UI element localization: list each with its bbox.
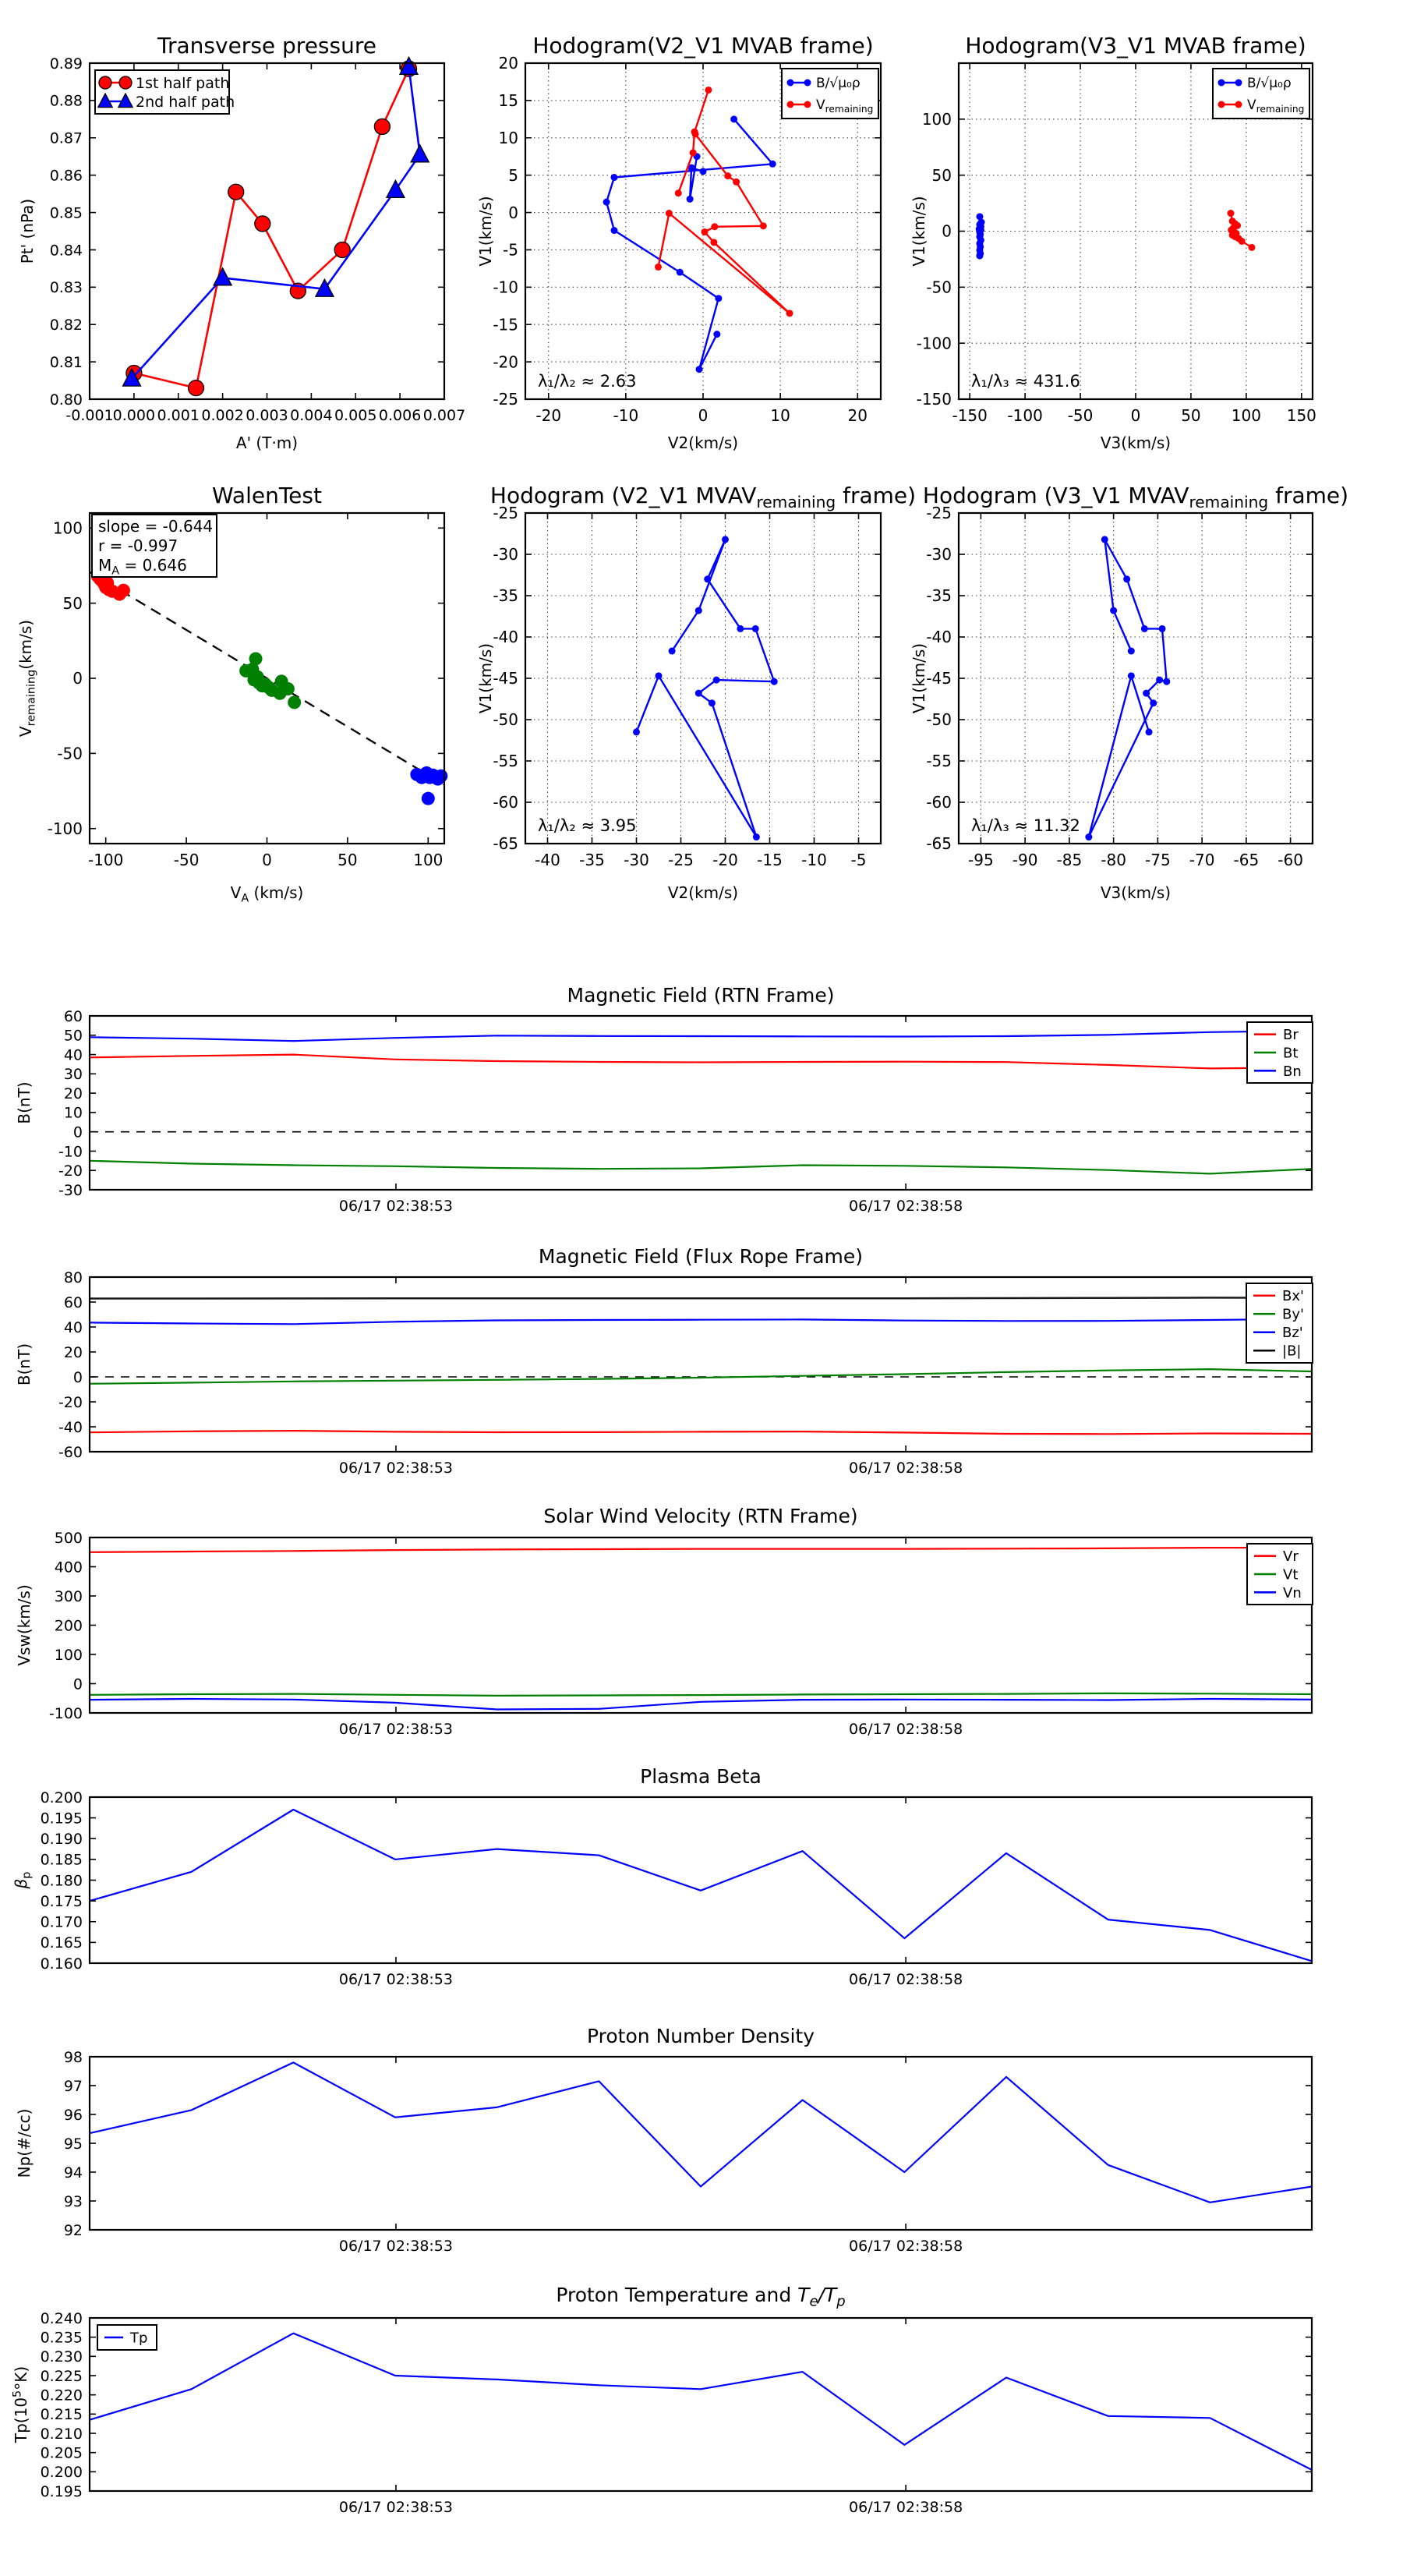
svg-text:-55: -55 <box>926 752 952 771</box>
svg-text:0.003: 0.003 <box>246 407 288 424</box>
svg-text:-10: -10 <box>801 851 827 869</box>
svg-text:-50: -50 <box>1067 406 1094 425</box>
svg-text:-50: -50 <box>493 710 518 730</box>
svg-text:Pt' (nPa): Pt' (nPa) <box>18 198 37 264</box>
svg-text:-30: -30 <box>624 851 649 869</box>
svg-text:5: 5 <box>508 165 518 185</box>
svg-text:06/17 02:38:53: 06/17 02:38:53 <box>338 2238 454 2255</box>
chart-walen-test <box>16 483 447 904</box>
svg-text:0.88: 0.88 <box>49 92 83 110</box>
svg-text:0.85: 0.85 <box>49 204 83 222</box>
svg-text:0.81: 0.81 <box>49 353 83 371</box>
svg-text:-90: -90 <box>1012 851 1038 869</box>
svg-text:-50: -50 <box>926 710 952 730</box>
svg-text:0.175: 0.175 <box>40 1892 83 1910</box>
svg-text:Vremaining: $V_{remaining}$ <box>816 97 874 115</box>
svg-text:Bz': Bz' <box>1282 1325 1303 1342</box>
svg-text:150: 150 <box>1286 406 1316 425</box>
svg-text:-60: -60 <box>58 1443 83 1461</box>
svg-text:Plasma Beta: Plasma Beta <box>640 1765 762 1788</box>
svg-text:Vr: Vr <box>1283 1548 1299 1566</box>
svg-text:-80: -80 <box>1101 851 1126 869</box>
svg-text:80: 80 <box>63 1269 83 1286</box>
svg-text:0: 0 <box>72 1675 83 1693</box>
svg-text:06/17 02:38:53: 06/17 02:38:53 <box>338 1198 454 1215</box>
svg-text:0.001: 0.001 <box>157 407 200 424</box>
svg-text:Tp(105°K): $Tp(10^5^\circ K)$ <box>11 2365 30 2443</box>
svg-text:0: 0 <box>942 221 952 241</box>
svg-text:-95: -95 <box>968 851 994 869</box>
svg-text:92: 92 <box>63 2221 83 2239</box>
svg-text:0.195: 0.195 <box>40 2482 83 2500</box>
svg-text:0.83: 0.83 <box>49 279 83 297</box>
svg-text:400: 400 <box>54 1559 83 1576</box>
svg-text:V2(km/s): V2(km/s) <box>667 433 739 452</box>
svg-text:Hodogram (V2_V1 MVAVremaining: Hodogram (V2_V1 $MVAV_{remaining}$ frame) <box>489 483 917 512</box>
svg-text:98: 98 <box>63 2048 83 2066</box>
svg-text:2nd half path: 2nd half path <box>136 93 235 111</box>
svg-text:Proton Temperature and Te/Tp: Proton Temperature and $T_e/T_p$ <box>556 2284 846 2310</box>
svg-text:-60: -60 <box>493 793 518 812</box>
svg-text:20: 20 <box>847 406 868 425</box>
svg-text:-25: -25 <box>668 851 694 869</box>
svg-text:0.006: 0.006 <box>378 407 422 424</box>
svg-text:0.235: 0.235 <box>40 2329 83 2347</box>
svg-text:0.87: 0.87 <box>49 129 83 147</box>
svg-text:-100: -100 <box>47 819 83 838</box>
svg-text:06/17 02:38:53: 06/17 02:38:53 <box>338 1460 454 1477</box>
svg-text:0.215: 0.215 <box>40 2406 83 2424</box>
svg-text:0.160: 0.160 <box>40 1955 83 1973</box>
svg-text:Vremaining: $V_{remaining}$ <box>1247 97 1305 115</box>
svg-text:Vn: Vn <box>1283 1584 1302 1601</box>
svg-text:Hodogram(V3_V1 MVAB frame): Hodogram(V3_V1 MVAB frame) <box>965 33 1306 58</box>
svg-text:-25: -25 <box>926 504 952 523</box>
svg-text:V1(km/s): V1(km/s) <box>476 196 495 267</box>
svg-text:94: 94 <box>63 2164 83 2181</box>
svg-text:V3(km/s): V3(km/s) <box>1100 883 1172 902</box>
svg-text:93: 93 <box>63 2192 83 2210</box>
svg-text:-100: -100 <box>87 851 124 869</box>
svg-text:15: 15 <box>498 91 518 111</box>
svg-text:-35: -35 <box>926 586 952 606</box>
svg-text:-30: -30 <box>926 545 952 564</box>
svg-text:0.86: 0.86 <box>49 167 83 185</box>
svg-text:-40: -40 <box>58 1418 83 1436</box>
svg-text:Np(#/cc): Np(#/cc) <box>15 2108 34 2178</box>
svg-text:-55: -55 <box>493 752 518 771</box>
svg-text:Bt: Bt <box>1283 1045 1299 1062</box>
svg-text:0.205: 0.205 <box>40 2444 83 2462</box>
svg-text:0.200: 0.200 <box>40 1789 83 1806</box>
svg-text:λ₁/λ₃ ≈ 431.6: λ₁/λ₃ ≈ 431.6 <box>971 372 1080 391</box>
svg-text:0.007: 0.007 <box>422 407 466 424</box>
svg-text:06/17 02:38:53: 06/17 02:38:53 <box>338 1971 454 1988</box>
svg-text:-30: -30 <box>493 545 518 564</box>
svg-text:Bn: Bn <box>1283 1063 1302 1080</box>
svg-text:100: 100 <box>413 851 444 869</box>
svg-text:λ₁/λ₂ ≈ 2.63: λ₁/λ₂ ≈ 2.63 <box>538 372 637 391</box>
svg-text:20: 20 <box>498 54 518 73</box>
svg-text:100: 100 <box>921 110 952 129</box>
svg-text:V3(km/s): V3(km/s) <box>1100 433 1172 452</box>
svg-text:Magnetic Field (RTN Frame): Magnetic Field (RTN Frame) <box>567 984 835 1007</box>
svg-text:-40: -40 <box>535 851 560 869</box>
svg-text:B/√μ₀ρ: B/√μ₀ρ <box>816 76 861 92</box>
svg-text:B/√μ₀ρ: B/√μ₀ρ <box>1247 76 1292 92</box>
svg-text:0.225: 0.225 <box>40 2367 83 2385</box>
svg-text:-35: -35 <box>579 851 605 869</box>
svg-text:-20: -20 <box>535 406 562 425</box>
svg-text:06/17 02:38:53: 06/17 02:38:53 <box>338 2499 454 2516</box>
svg-text:slope = -0.644: slope = -0.644 <box>98 517 214 536</box>
svg-text:60: 60 <box>63 1293 83 1311</box>
svg-text:-15: -15 <box>493 315 518 334</box>
svg-text:r = -0.997: r = -0.997 <box>98 536 178 555</box>
svg-text:Br: Br <box>1283 1027 1299 1044</box>
svg-text:-0.001: -0.001 <box>65 407 114 424</box>
chart-magnetic-field-rtn <box>15 984 1313 1215</box>
svg-text:1st half path: 1st half path <box>136 74 230 92</box>
svg-text:-5: -5 <box>503 240 518 260</box>
svg-text:B(nT): B(nT) <box>15 1081 34 1124</box>
svg-text:-100: -100 <box>48 1704 83 1722</box>
svg-text:Vt: Vt <box>1283 1566 1299 1583</box>
svg-text:0.220: 0.220 <box>40 2387 83 2404</box>
svg-text:-25: -25 <box>493 504 518 523</box>
svg-text:0.210: 0.210 <box>40 2425 83 2443</box>
svg-text:V1(km/s): V1(km/s) <box>910 642 928 714</box>
chart-hodogram-v3v1-mvav <box>910 483 1348 902</box>
svg-text:βp: $\beta_p$ <box>12 1871 34 1889</box>
svg-text:0.230: 0.230 <box>40 2348 83 2366</box>
svg-text:0: 0 <box>262 851 272 869</box>
svg-text:-85: -85 <box>1056 851 1083 869</box>
svg-text:Transverse pressure: Transverse pressure <box>157 33 376 58</box>
svg-text:20: 20 <box>63 1085 83 1102</box>
svg-text:|B|: |B| <box>1282 1343 1302 1360</box>
svg-text:-50: -50 <box>173 851 200 869</box>
svg-text:300: 300 <box>54 1587 83 1605</box>
chart-solar-wind-velocity-rtn <box>15 1505 1313 1738</box>
svg-text:40: 40 <box>63 1318 83 1336</box>
svg-text:100: 100 <box>54 1646 83 1664</box>
svg-text:B(nT): B(nT) <box>15 1343 34 1386</box>
svg-text:-70: -70 <box>1189 851 1215 869</box>
svg-text:-5: -5 <box>850 851 867 869</box>
svg-text:40: 40 <box>63 1046 83 1064</box>
svg-text:0: 0 <box>508 203 518 222</box>
svg-text:-65: -65 <box>926 834 952 854</box>
svg-text:V1(km/s): V1(km/s) <box>910 196 928 267</box>
svg-text:-65: -65 <box>1233 851 1260 869</box>
svg-text:Solar Wind Velocity (RTN Frame: Solar Wind Velocity (RTN Frame) <box>543 1505 858 1527</box>
svg-text:0.80: 0.80 <box>49 391 83 409</box>
svg-text:0.89: 0.89 <box>49 55 83 73</box>
svg-text:-60: -60 <box>1278 851 1303 869</box>
svg-text:Hodogram (V3_V1 MVAVremaining: Hodogram (V3_V1 $MVAV_{remaining}$ frame) <box>922 483 1349 512</box>
svg-text:96: 96 <box>63 2106 83 2124</box>
svg-text:-45: -45 <box>926 669 952 688</box>
svg-text:60: 60 <box>63 1007 83 1025</box>
svg-text:-50: -50 <box>57 744 83 763</box>
svg-text:0: 0 <box>72 669 83 688</box>
svg-text:0.240: 0.240 <box>40 2309 83 2327</box>
svg-text:Bx': Bx' <box>1282 1288 1304 1305</box>
svg-text:λ₁/λ₃ ≈ 11.32: λ₁/λ₃ ≈ 11.32 <box>971 816 1080 835</box>
svg-text:50: 50 <box>337 851 358 869</box>
svg-text:0.195: 0.195 <box>40 1810 83 1828</box>
svg-text:0.165: 0.165 <box>40 1934 83 1952</box>
svg-text:0.82: 0.82 <box>49 317 83 334</box>
svg-text:20: 20 <box>63 1343 83 1361</box>
svg-text:-65: -65 <box>493 834 518 854</box>
svg-text:-10: -10 <box>613 406 639 425</box>
svg-text:λ₁/λ₂ ≈ 3.95: λ₁/λ₂ ≈ 3.95 <box>538 816 637 835</box>
svg-text:0.190: 0.190 <box>40 1831 83 1849</box>
svg-text:50: 50 <box>62 593 83 613</box>
svg-text:06/17 02:38:58: 06/17 02:38:58 <box>849 2499 963 2516</box>
svg-text:WalenTest: WalenTest <box>212 483 322 508</box>
svg-text:50: 50 <box>1181 406 1201 425</box>
svg-text:-60: -60 <box>926 793 952 812</box>
svg-text:-20: -20 <box>712 851 738 869</box>
svg-text:0.002: 0.002 <box>201 407 244 424</box>
chart-proton-number-density <box>15 2025 1312 2255</box>
svg-text:97: 97 <box>63 2077 83 2095</box>
svg-text:V1(km/s): V1(km/s) <box>476 642 495 714</box>
svg-text:V2(km/s): V2(km/s) <box>667 883 739 902</box>
svg-text:10: 10 <box>770 406 790 425</box>
svg-text:Tp: Tp <box>130 2330 148 2347</box>
svg-text:Vremaining(km/s): $V_{remaining}(km/s)$ <box>16 619 38 738</box>
svg-text:0: 0 <box>1130 406 1141 425</box>
svg-text:06/17 02:38:58: 06/17 02:38:58 <box>849 1971 963 1988</box>
svg-text:0.000: 0.000 <box>112 407 156 424</box>
chart-proton-temperature <box>11 2284 1312 2516</box>
svg-text:-10: -10 <box>58 1143 83 1161</box>
svg-text:0.005: 0.005 <box>334 407 377 424</box>
svg-text:06/17 02:38:58: 06/17 02:38:58 <box>849 2238 963 2255</box>
chart-transverse-pressure <box>18 33 465 452</box>
svg-text:30: 30 <box>63 1066 83 1084</box>
svg-text:06/17 02:38:53: 06/17 02:38:53 <box>338 1721 454 1738</box>
svg-text:0.170: 0.170 <box>40 1913 83 1931</box>
svg-text:-150: -150 <box>916 390 952 409</box>
svg-text:-75: -75 <box>1145 851 1171 869</box>
svg-text:500: 500 <box>54 1529 83 1547</box>
svg-text:-100: -100 <box>916 334 952 353</box>
svg-text:-15: -15 <box>757 851 783 869</box>
svg-text:VA (km/s): $V_A$ (km/s) <box>230 883 304 905</box>
svg-text:100: 100 <box>52 518 83 538</box>
svg-text:50: 50 <box>63 1027 83 1045</box>
svg-text:0.200: 0.200 <box>40 2464 83 2482</box>
svg-text:-40: -40 <box>926 628 952 647</box>
chart-hodogram-v2v1-mvab <box>476 33 881 452</box>
svg-text:0: 0 <box>72 1368 83 1386</box>
svg-text:-20: -20 <box>493 352 518 372</box>
svg-text:0.004: 0.004 <box>290 407 333 424</box>
svg-text:Magnetic Field (Flux Rope Fram: Magnetic Field (Flux Rope Frame) <box>538 1245 864 1268</box>
svg-text:0.180: 0.180 <box>40 1872 83 1890</box>
svg-text:95: 95 <box>63 2135 83 2153</box>
svg-text:-150: -150 <box>952 406 988 425</box>
svg-text:06/17 02:38:58: 06/17 02:38:58 <box>849 1460 963 1477</box>
svg-text:MA = 0.646: $M_A = 0.646$ <box>98 556 187 578</box>
chart-plasma-beta <box>12 1765 1312 1988</box>
svg-text:A' (T·m): A' (T·m) <box>235 433 299 452</box>
svg-text:-10: -10 <box>493 278 518 297</box>
svg-text:-50: -50 <box>926 278 952 297</box>
svg-text:-35: -35 <box>493 586 518 606</box>
svg-text:50: 50 <box>931 165 952 185</box>
svg-text:200: 200 <box>54 1617 83 1635</box>
svg-text:-20: -20 <box>58 1162 83 1180</box>
svg-text:-25: -25 <box>493 390 518 409</box>
svg-text:0.185: 0.185 <box>40 1851 83 1869</box>
svg-text:Hodogram(V2_V1 MVAB frame): Hodogram(V2_V1 MVAB frame) <box>532 33 874 58</box>
chart-hodogram-v2v1-mvav <box>476 483 916 902</box>
svg-text:0.84: 0.84 <box>49 242 83 260</box>
svg-text:06/17 02:38:58: 06/17 02:38:58 <box>849 1198 963 1215</box>
svg-text:06/17 02:38:58: 06/17 02:38:58 <box>849 1721 963 1738</box>
svg-text:Vsw(km/s): Vsw(km/s) <box>15 1584 34 1666</box>
svg-text:100: 100 <box>1231 406 1261 425</box>
svg-text:10: 10 <box>63 1104 83 1122</box>
svg-text:-100: -100 <box>1007 406 1043 425</box>
svg-text:Proton Number Density: Proton Number Density <box>587 2025 815 2047</box>
chart-hodogram-v3v1-mvab <box>910 33 1316 452</box>
svg-text:0: 0 <box>72 1123 83 1141</box>
svg-text:-40: -40 <box>493 628 518 647</box>
svg-text:0: 0 <box>698 406 709 425</box>
svg-text:-45: -45 <box>493 669 518 688</box>
svg-text:-30: -30 <box>58 1181 83 1199</box>
chart-magnetic-field-flux-rope <box>15 1245 1313 1477</box>
svg-text:-20: -20 <box>58 1393 83 1411</box>
svg-text:10: 10 <box>498 128 518 147</box>
svg-text:By': By' <box>1282 1306 1304 1323</box>
